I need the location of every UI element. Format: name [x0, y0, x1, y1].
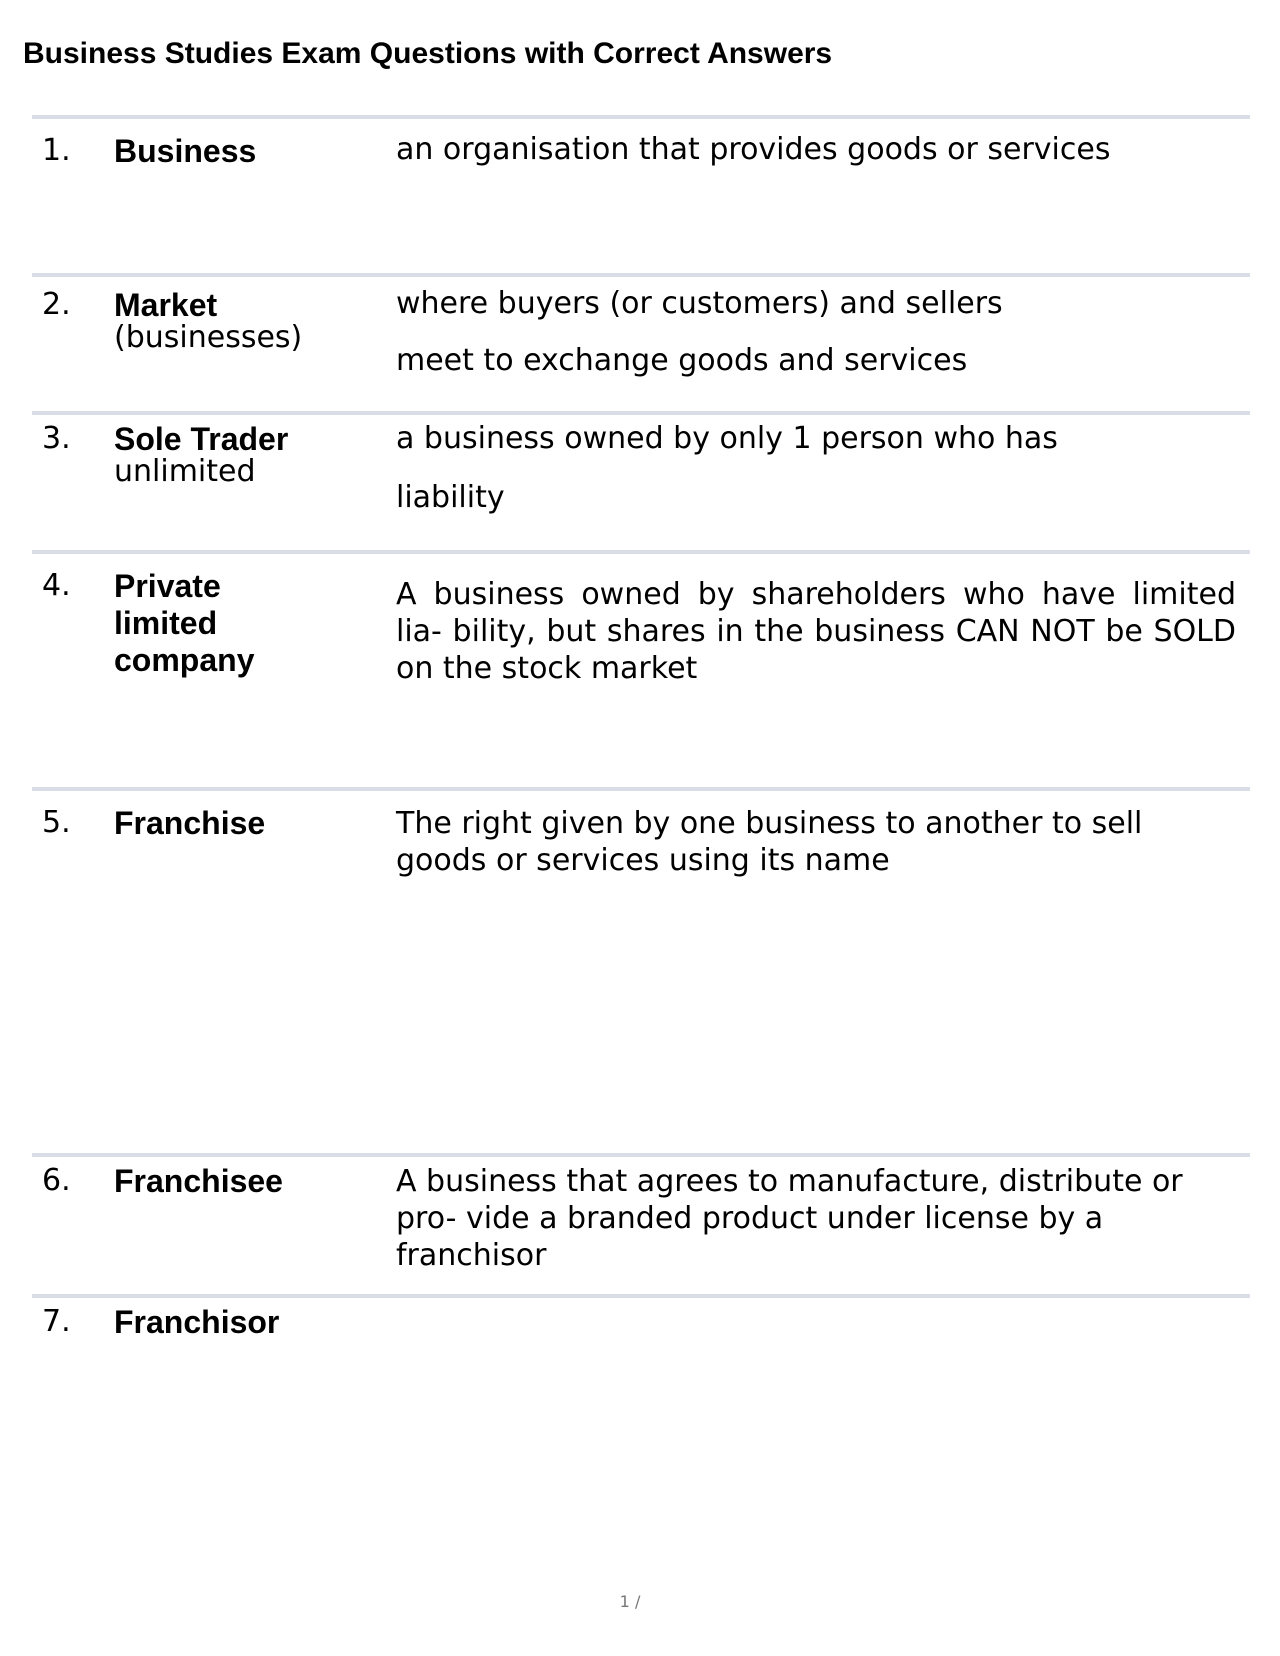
- term-label: Sole Trader: [114, 421, 289, 457]
- term-cell: [114, 421, 364, 490]
- term-label: Franchise: [114, 805, 266, 841]
- table-row: [32, 411, 1250, 550]
- term-cell: [114, 287, 364, 356]
- definition-text-continued: meet to exchange goods and services: [396, 343, 968, 378]
- term-label: Franchisor: [114, 1304, 280, 1340]
- definition-text: The right given by one business to another to sell goods or services using its name: [396, 806, 1143, 878]
- term-label: Market: [114, 287, 218, 323]
- table-row: [32, 273, 1250, 411]
- definition-text: A business that agrees to manufacture, distribute or pro- vide a branded product under license by a franchisor: [396, 1164, 1183, 1273]
- term-cell: [114, 805, 364, 842]
- row-number: 6.: [42, 1163, 71, 1198]
- row-number: 5.: [42, 805, 71, 840]
- definition-cell: [396, 420, 1236, 516]
- term-label: Private limited company: [114, 568, 255, 678]
- definition-cell: [396, 131, 1236, 168]
- term-note: (businesses): [114, 320, 303, 355]
- row-number: 4.: [42, 568, 71, 603]
- table-row: [32, 115, 1250, 273]
- table-row: [32, 1153, 1250, 1294]
- definition-cell: [396, 576, 1236, 687]
- term-cell: [114, 1163, 364, 1200]
- row-number: 1.: [42, 133, 71, 168]
- definition-text: A business owned by shareholders who have limited lia- bility, but shares in the business CAN NOT be SOLD on the stock market: [396, 577, 1236, 686]
- table-row: [32, 550, 1250, 787]
- row-number: 3.: [42, 421, 71, 456]
- term-label: Business: [114, 133, 257, 169]
- row-number: 7.: [42, 1304, 71, 1339]
- row-number: 2.: [42, 287, 71, 322]
- term-cell: [114, 1304, 364, 1341]
- term-label: Franchisee: [114, 1163, 283, 1199]
- term-cell: [114, 133, 364, 170]
- definition-text-continued: liability: [396, 480, 505, 515]
- definition-cell: [396, 285, 1236, 379]
- term-note: unlimited: [114, 454, 256, 489]
- definition-text: an organisation that provides goods or services: [396, 132, 1111, 167]
- definition-cell: [396, 805, 1176, 879]
- page-number: 1 /: [619, 1592, 641, 1611]
- table-row: [32, 787, 1250, 1153]
- document-title: Business Studies Exam Questions with Correct Answers: [23, 37, 833, 70]
- definition-text: where buyers (or customers) and sellers: [396, 286, 1003, 321]
- definition-cell: [396, 1163, 1196, 1274]
- term-cell: [114, 568, 284, 679]
- definition-text: a business owned by only 1 person who has: [396, 421, 1058, 456]
- table-row: [32, 1294, 1250, 1414]
